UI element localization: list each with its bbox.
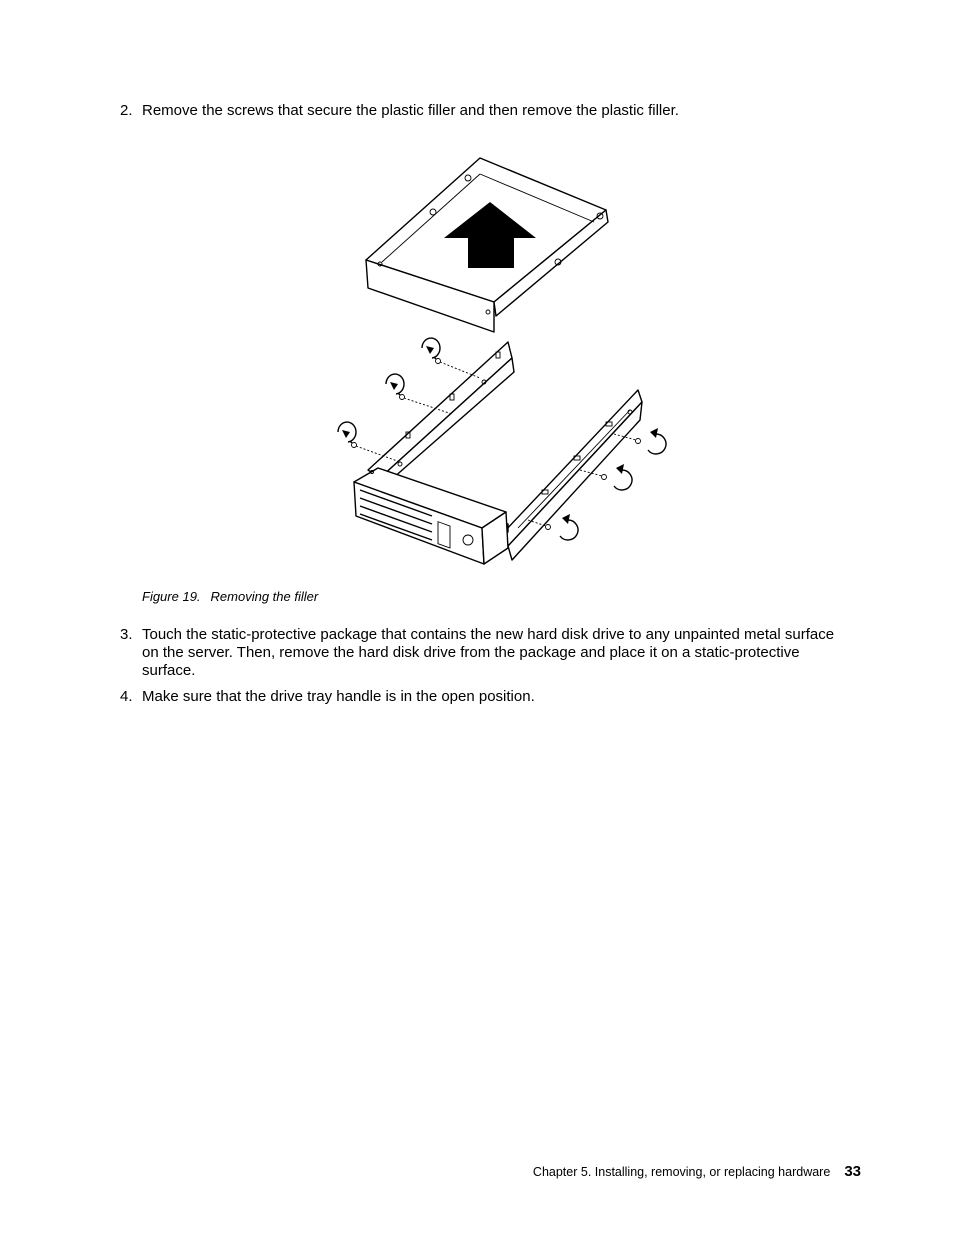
footer-chapter: Chapter 5. Installing, removing, or replacing hardware bbox=[532, 1165, 831, 1179]
page-number: 33 bbox=[844, 1163, 861, 1180]
step-number: 2. bbox=[120, 102, 133, 119]
step-text: Touch the static-protective package that contains the new hard disk drive to any unpainted metal surface on the server. Then, remove the hard disk drive from the package and place it on a static-protective surface. bbox=[142, 626, 835, 679]
step-text: Make sure that the drive tray handle is in the open position. bbox=[142, 688, 535, 705]
step-3 bbox=[120, 626, 840, 680]
step-2 bbox=[120, 102, 840, 120]
step-4 bbox=[120, 688, 840, 706]
drive-tray bbox=[354, 342, 642, 564]
step-number: 3. bbox=[120, 626, 133, 643]
figure-caption bbox=[142, 589, 318, 605]
figure-removing-filler bbox=[318, 152, 678, 572]
filler-removal-illustration bbox=[318, 152, 678, 572]
page-footer bbox=[533, 1163, 861, 1181]
figure-label: Figure 19. bbox=[142, 589, 201, 604]
step-number: 4. bbox=[120, 688, 133, 705]
step-text: Remove the screws that secure the plastic filler and then remove the plastic filler. bbox=[142, 102, 679, 119]
figure-title: Removing the filler bbox=[210, 589, 319, 604]
